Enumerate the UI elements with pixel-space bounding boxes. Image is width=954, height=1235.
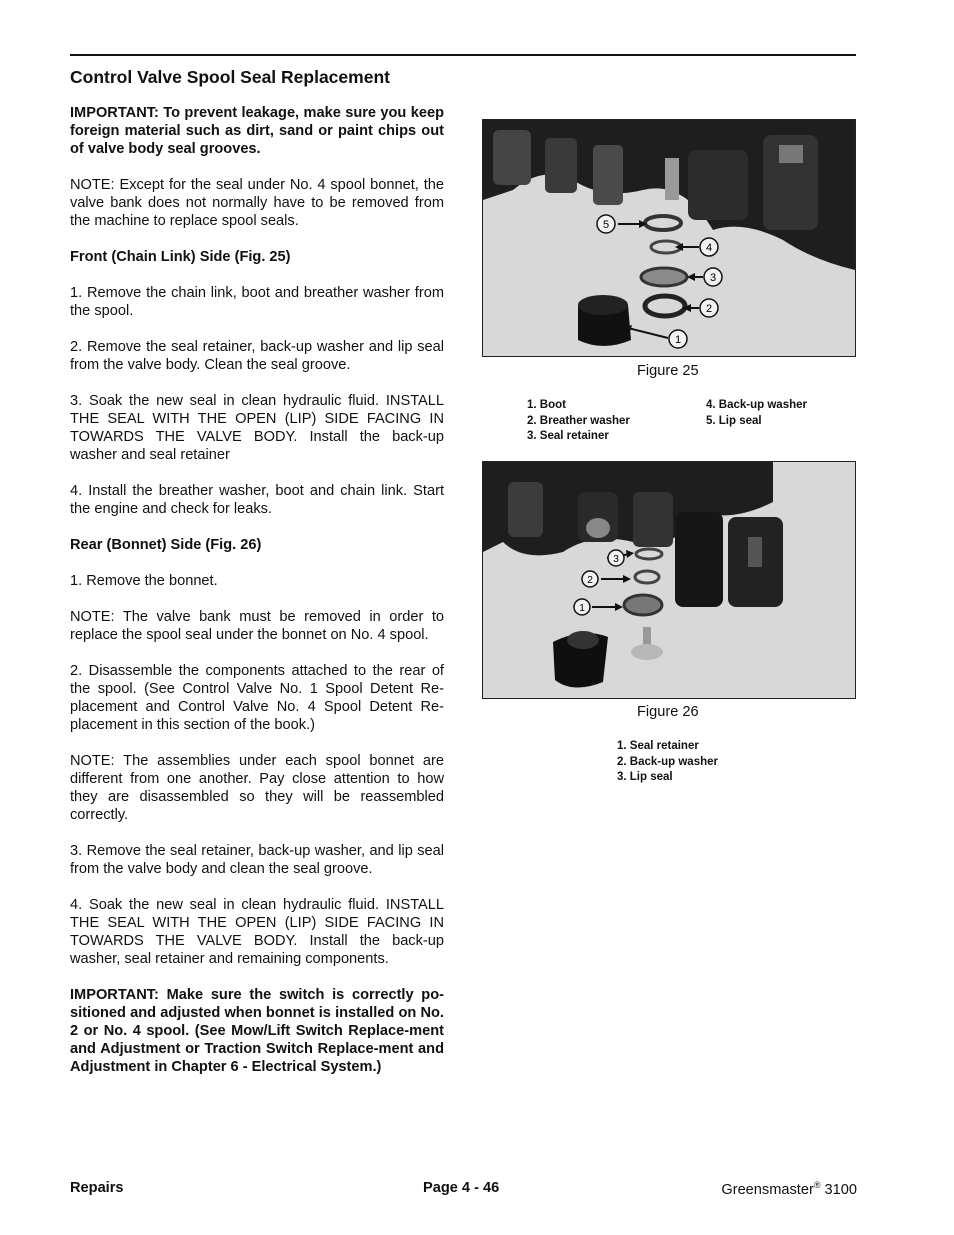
footer-model: 3100 bbox=[820, 1181, 857, 1198]
bold-paragraph: IMPORTANT: Make sure the switch is correctly po-sitioned and adjusted when bonnet is installed on No. 2 or No. 4 spool. (See Mow/Lift Switch Replace-ment and Adjustment or Traction Switch Replace-ment and Adjustment in Chapter 6 - Electrical System.) bbox=[70, 987, 444, 1075]
figure-25-caption: Figure 25 bbox=[637, 363, 699, 379]
callout-3: 3 bbox=[613, 553, 619, 565]
figure-25-illustration bbox=[483, 120, 855, 356]
callout-1: 1 bbox=[674, 334, 682, 346]
paragraph: NOTE: The valve bank must be removed in order to replace the spool seal under the bonnet on No. 4 spool. bbox=[70, 609, 444, 643]
callout-1: 1 bbox=[579, 602, 585, 614]
callout-2: 2 bbox=[705, 303, 713, 315]
paragraph: 1. Remove the bonnet. bbox=[70, 573, 218, 589]
legend-item: 1. Seal retainer bbox=[617, 740, 699, 752]
paragraph: 4. Soak the new seal in clean hydraulic fluid. INSTALL THE SEAL WITH THE OPEN (LIP) SIDE FACING IN TOWARDS THE VALVE BODY. Install the back-up washer, seal retainer and remaining components. bbox=[70, 897, 444, 967]
footer-section: Repairs bbox=[70, 1180, 124, 1196]
bold-paragraph: Front (Chain Link) Side (Fig. 25) bbox=[70, 249, 291, 265]
footer-product bbox=[721, 1180, 857, 1198]
figure-25-legend-right bbox=[706, 398, 807, 429]
bold-paragraph: Rear (Bonnet) Side (Fig. 26) bbox=[70, 537, 262, 553]
legend-item: 5. Lip seal bbox=[706, 414, 762, 427]
legend-item: 1. Boot bbox=[527, 399, 566, 411]
footer-brand: Greensmaster bbox=[721, 1181, 814, 1198]
registered-mark: ® bbox=[813, 1180, 821, 1190]
callout-5: 5 bbox=[602, 219, 610, 231]
figure-26-illustration bbox=[483, 462, 855, 698]
legend-item: 3. Seal retainer bbox=[527, 430, 609, 442]
bold-paragraph: IMPORTANT: To prevent leakage, make sure you keep foreign material such as dirt, sand or paint chips out of valve body seal grooves. bbox=[70, 105, 444, 157]
paragraph: 2. Remove the seal retainer, back-up washer and lip seal from the valve body. Clean the seal groove. bbox=[70, 339, 444, 373]
legend-item: 3. Lip seal bbox=[617, 771, 673, 783]
legend-item: 2. Back-up washer bbox=[617, 755, 718, 768]
figure-26-photo bbox=[482, 461, 856, 699]
callout-4: 4 bbox=[705, 242, 713, 254]
footer-page-number: Page 4 - 46 bbox=[423, 1180, 500, 1196]
procedure-text-column bbox=[70, 104, 444, 1094]
legend-item: 4. Back-up washer bbox=[706, 399, 807, 411]
paragraph: 2. Disassemble the components attached to the rear of the spool. (See Control Valve No. 1 Spool Detent Re-placement and Control Valve No. 4 Spool Detent Re-placement in this section of the book.) bbox=[70, 663, 444, 733]
figure-26-legend bbox=[617, 739, 718, 786]
figure-26-caption: Figure 26 bbox=[637, 704, 699, 720]
paragraph: 4. Install the breather washer, boot and chain link. Start the engine and check for leaks. bbox=[70, 483, 444, 517]
figure-25-photo bbox=[482, 119, 856, 357]
callout-3: 3 bbox=[709, 272, 717, 284]
paragraph: 1. Remove the chain link, boot and breather washer from the spool. bbox=[70, 285, 444, 319]
paragraph: 3. Soak the new seal in clean hydraulic fluid. INSTALL THE SEAL WITH THE OPEN (LIP) SIDE FACING IN TOWARDS THE VALVE BODY. Install the back-up washer and seal retainer bbox=[70, 393, 444, 463]
section-title: Control Valve Spool Seal Replacement bbox=[70, 67, 390, 87]
callout-2: 2 bbox=[587, 574, 593, 586]
paragraph: NOTE: The assemblies under each spool bonnet are different from one another. Pay close attention to how they are disassembled so they will be reassembled correctly. bbox=[70, 753, 444, 823]
header-rule bbox=[70, 54, 856, 56]
paragraph: NOTE: Except for the seal under No. 4 spool bonnet, the valve bank does not normally have to be removed from the machine to replace spool seals. bbox=[70, 177, 444, 229]
legend-item: 2. Breather washer bbox=[527, 414, 630, 427]
figure-25-legend-left bbox=[527, 398, 630, 445]
paragraph: 3. Remove the seal retainer, back-up washer, and lip seal from the valve body and clean the seal groove. bbox=[70, 843, 444, 877]
